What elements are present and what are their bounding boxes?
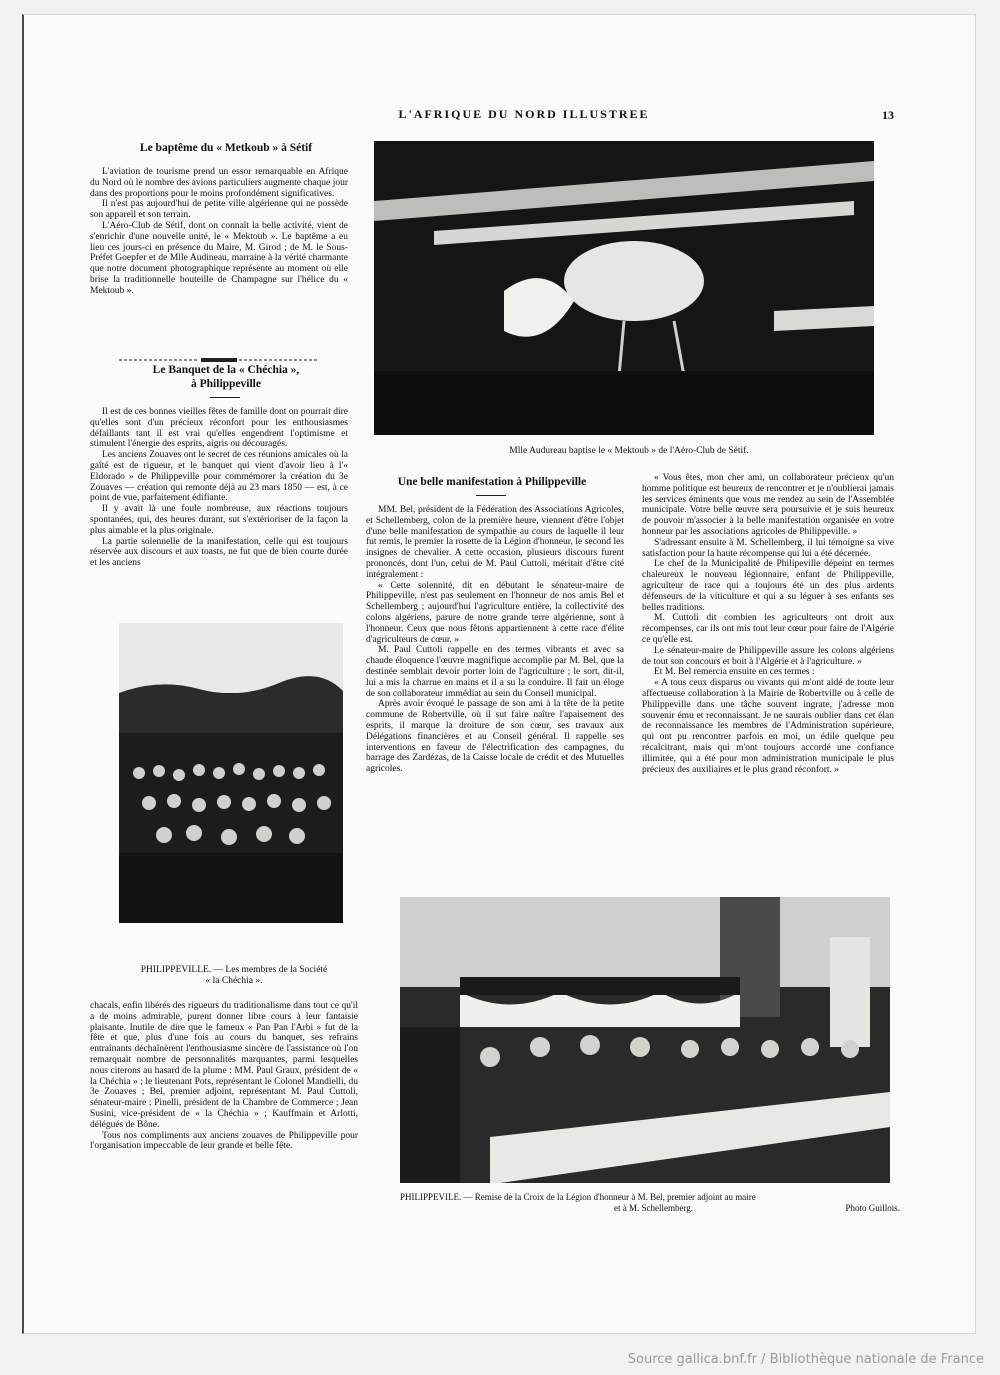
photo-chechia-group [119,623,343,923]
caption-mektoub-plane: Mlle Audureau baptise le « Mektoub » de l'Aéro-Club de Sétif. [509,446,749,456]
paragraph: chacals, enfin libérés des rigueurs du traditionalisme dans tout ce qu'il a de moins admirable, purent donner libre cours à leur fantaisie plaisante. Inutile de dire que le fameux « Pan Pan l'Arbi » fut de la fête et que, plus d'une fois au cours du banquet, ses refrains entraînants déchaînèrent l'enthousiasme sincère de l'assistance où l'on remarquait nombre de personnalités marquantes, parmi lesquelles nous citerons au hasard de la plume : MM. Paul Graux, président de « la Chéchia » ; le lieutenant Pots, représentant le Colonel Mandielli, du 3e Zouaves ; Bel, premier adjoint, représentant M. Paul Cuttoli, sénateur-maire ; Pinelli, président de la Chambre de Commerce ; Jean Susini, vice-président de « la Chéchia » ; Kauffmain et Arlotti, délégués de Bône. [90,1001,358,1130]
paragraph: Il y avait là une foule nombreuse, aux réactions toujours spontanées, qui, des heures durant, sut s'extérioriser de la façon la plus aimable et la plus originale. [90,504,348,536]
paragraph: « Vous êtes, mon cher ami, un collaborateur précieux qu'un homme politique est heureux de rencontrer et je n'oublierai jamais les services éminents que vous me rendez au sein de l'Assemblée municipale. Votre belle œuvre sera poursuivie et je suis heureux de pouvoir m'associer à la belle manifestation organisée en votre honneur par les associations agricoles de Philippeville. » [642,473,894,537]
paragraph: L'aviation de tourisme prend un essor remarquable en Afrique du Nord où le nombre des avions particuliers augmente chaque jour dans des proportions pour le moins profondément significatives. [90,167,348,199]
paragraph: Les anciens Zouaves ont le secret de ces réunions amicales où la gaîté est de rigueur, et le banquet qui vient d'avoir lieu à l'« Eldorado » de Philippeville pour commémorer la création du 3e Zouaves — création qui remonte déjà au 23 mars 1850 — est, à ce point de vue, parfaitement édifiante. [90,450,348,504]
paragraph: Après avoir évoqué le passage de son ami à la tête de la petite commune de Robertville, où il sut faire naître l'apaisement des esprits, il marque la droiture de son cœur, ses travaux aux Délégations financières et au Conseil général. Il rappelle ses interventions en faveur de l'électrification des campagnes, du barrage des Zardézas, de la Caisse locale de crédit et des Mutuelles agricoles. [366,699,624,775]
paragraph: Le chef de la Municipalité de Philipeville dépeint en termes chaleureux le nouveau légionnaire, enfant de Philippeville, agriculteur de race qui a toujours été un des plus ardents défenseurs de la viticulture et qui a su léguer à ses enfants ses belles traditions. [642,559,894,613]
article-title-chechia [110,363,342,391]
article-title-manifestation: Une belle manifestation à Philippeville [397,476,587,488]
paragraph: M. Cuttoli dit combien les agriculteurs ont droit aux récompenses, car ils ont mis tout leur cœur pour faire de l'Algérie ce qu'elle est. [642,613,894,645]
title-rule [476,495,506,496]
paragraph: L'Aéro-Club de Sétif, dont on connaît la belle activité, vient de s'enrichir d'une nouvelle unité, le « Mektoub ». Le baptême a eu lieu ces jours-ci en présence du Maire, M. Girod ; de M. le Sous-Préfet Goepfer et de Mlle Audineau, marraine à la vérité charmante que notre document photographique représente au moment où elle brise la traditionnelle bouteille de Champagne sur l'hélice du « Mektoub ». [90,220,348,296]
paragraph: La partie solennelle de la manifestation, celle qui est toujours réservée aux discours et aux toasts, ne fut que de bien courte durée et les anciens [90,536,348,569]
source-footer: Source gallica.bnf.fr / Bibliothèque nationale de France [627,1352,984,1367]
paragraph: Le sénateur-maire de Philippeville assure les colons algériens de tout son concours et boit à l'Algérie et à l'agriculture. » [642,645,894,667]
paragraph: Tous nos compliments aux anciens zouaves de Philippeville pour l'organisation impeccable de leur grande et belle fête. [90,1130,358,1152]
newspaper-page [22,14,976,1334]
page-number: 13 [882,108,894,122]
paragraph: « A tous ceux disparus ou vivants qui m'ont aidé de toute leur affectueuse collaboration à la Mairie de Robertville ou à celle de Philippeville dans une tâche souvent ingrate, j'adresse mon souvenir ému et reconnaissant. Je ne saurais oublier dans cet élan de reconnaissance les membres de l'Administration supérieure, qui ont pu rencontrer parfois en moi, un édile quelque peu récalcitrant, mais qui m'ont toujours accordé une confiance illimitée, qui a été pour mon administration municipale le plus précieux des auxiliaires et le plus grand réconfort. » [642,678,894,775]
paragraph: Il n'est pas aujourd'hui de petite ville algérienne qui ne possède son appareil et son terrain. [90,199,348,221]
caption-line: PHILIPPEVILLE. — Les membres de la Société [140,965,328,975]
caption-chechia-group [104,965,364,987]
paragraph: M. Paul Cuttoli rappelle en des termes vibrants et avec sa chaude éloquence l'œuvre magnifique accomplie par M. Bel, que la destinée semblait devoir porter loin de l'agriculture ; le sort, dit-il, lui a mis la charrue en mains et il a su la conduire. Il fait un éloge de son collaborateur immédiat au sein du Conseil municipal. [366,645,624,699]
article-body-chechia [90,407,348,569]
article-continuation-chechia [90,1001,358,1152]
caption-line: « la Chéchia ». [205,976,263,986]
title-line: Le Banquet de la « Chéchia », [152,364,300,376]
paragraph: Il est de ces bonnes vieilles fêtes de famille dont on pourrait dire qu'elles sont d'un précieux réconfort pour les enthousiasmes défaillants tant il est vrai qu'elles engendrent l'optimisme et stimulent l'énergie des esprits, aigris ou découragés. [90,407,348,450]
photo-credit: Photo Guillois. [845,1203,900,1213]
title-rule [210,397,240,398]
photo-mektoub-plane [374,141,874,435]
paragraph: Et M. Bel remercia ensuite en ces termes : [654,667,815,678]
caption-banquet [400,1192,900,1214]
ornamental-divider [119,350,319,356]
article-body-manifestation-col1 [366,505,624,775]
article-body-manifestation-col2 [642,473,894,775]
caption-line: PHILIPPEVILE. — Remise de la Croix de la Légion d'honneur à M. Bel, premier adjoint au maire [400,1192,756,1202]
title-line: à Philippeville [191,378,261,390]
photo-banquet [400,897,890,1183]
article-title-metkoub: Le baptême du « Metkoub » à Sétif [139,142,313,154]
paragraph: MM. Bel, président de la Fédération des Associations Agricoles, et Schellemberg, colon de la première heure, viennent d'être l'objet d'une belle manifestation de sympathie au cours de laquelle il leur fut remis, le premier la rosette de la Légion d'honneur, le second les insignes de chevalier. A cette occasion, plusieurs discours furent prononcés, dont l'un, celui de M. Paul Cuttoli, méritait d'être cité intégralement : [366,505,624,580]
article-body-metkoub [90,167,348,297]
running-title: L'AFRIQUE DU NORD ILLUSTREE [398,107,650,121]
paragraph: « Cette solennité, dit en débutant le sénateur-maire de Philippeville, n'est pas seulement en l'honneur de nos amis Bel et Schellemberg ; aujourd'hui l'agriculture entière, la collectivité des colons algériens, parure de notre grande terre algérienne, sont à l'honneur. Ceux que nous fêtons appartiennent à cette race d'élite d'agriculteurs de cœur. » [366,580,624,645]
caption-line: et à M. Schellemberg. [614,1203,694,1213]
paragraph: S'adressant ensuite à M. Schellemberg, il lui témoigne sa vive satisfaction pour la haute récompense qui lui a été décernée. [642,537,894,559]
